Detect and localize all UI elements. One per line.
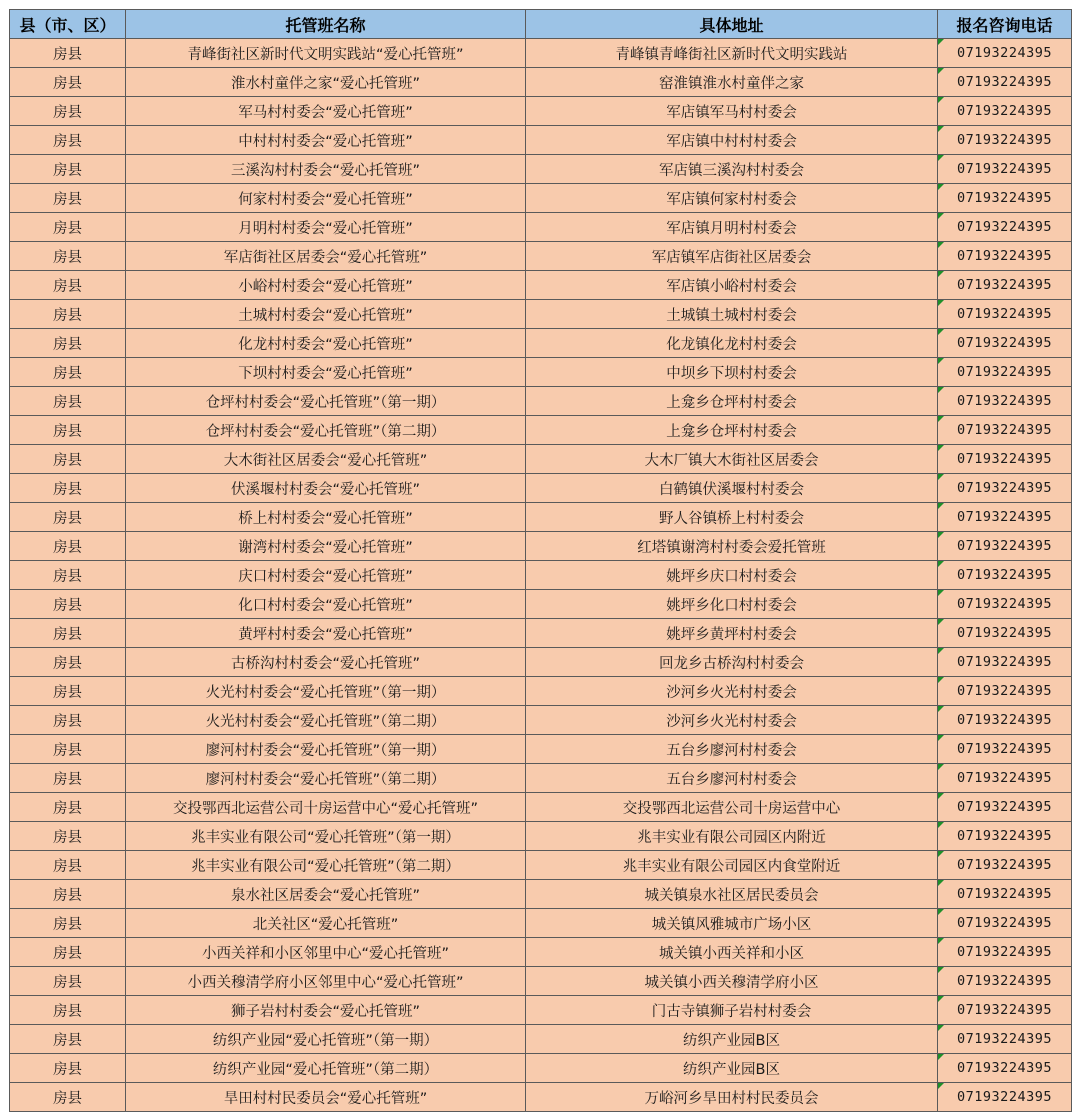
cell-address[interactable]: 红塔镇谢湾村村委会爱托管班: [526, 532, 938, 561]
comment-indicator-icon: [938, 358, 944, 364]
cell-phone[interactable]: [938, 503, 1072, 532]
cell-address[interactable]: 军店镇何家村村委会: [526, 184, 938, 213]
table-row: [10, 793, 1072, 822]
cell-name[interactable]: 狮子岩村村委会“爱心托管班”: [126, 996, 526, 1025]
table-row: [10, 387, 1072, 416]
cell-county[interactable]: 房县: [10, 996, 126, 1025]
cell-county[interactable]: 房县: [10, 851, 126, 880]
comment-indicator-icon: [938, 1025, 944, 1031]
table-row: [10, 822, 1072, 851]
comment-indicator-icon: [938, 474, 944, 480]
cell-name[interactable]: 泉水社区居委会“爱心托管班”: [126, 880, 526, 909]
comment-indicator-icon: [938, 387, 944, 393]
table-row: [10, 358, 1072, 387]
table-row: [10, 1083, 1072, 1112]
cell-county[interactable]: 房县: [10, 619, 126, 648]
cell-phone[interactable]: [938, 532, 1072, 561]
cell-address[interactable]: 纺织产业园B区: [526, 1054, 938, 1083]
phone-text: 07193224395: [957, 654, 1052, 670]
table-row: [10, 213, 1072, 242]
cell-phone[interactable]: [938, 648, 1072, 677]
phone-text: 07193224395: [957, 364, 1052, 380]
cell-phone[interactable]: [938, 242, 1072, 271]
table-row: [10, 126, 1072, 155]
cell-county[interactable]: 房县: [10, 822, 126, 851]
cell-phone[interactable]: [938, 851, 1072, 880]
table-row: [10, 561, 1072, 590]
cell-phone[interactable]: [938, 387, 1072, 416]
cell-address[interactable]: 城关镇小西关穆清学府小区: [526, 967, 938, 996]
comment-indicator-icon: [938, 39, 944, 45]
cell-phone[interactable]: [938, 300, 1072, 329]
phone-text: 07193224395: [957, 1089, 1052, 1105]
cell-county[interactable]: 房县: [10, 677, 126, 706]
cell-county[interactable]: 房县: [10, 532, 126, 561]
cell-address[interactable]: 军店镇军马村村委会: [526, 97, 938, 126]
table-row: [10, 155, 1072, 184]
spreadsheet: [9, 9, 1071, 1112]
table-row: [10, 445, 1072, 474]
table-row: [10, 271, 1072, 300]
cell-address[interactable]: 土城镇土城村村委会: [526, 300, 938, 329]
phone-text: 07193224395: [957, 683, 1052, 699]
cell-county[interactable]: 房县: [10, 329, 126, 358]
cell-name[interactable]: 月明村村委会“爱心托管班”: [126, 213, 526, 242]
cell-county[interactable]: 房县: [10, 735, 126, 764]
cell-county[interactable]: 房县: [10, 938, 126, 967]
phone-text: 07193224395: [957, 915, 1052, 931]
phone-text: 07193224395: [957, 712, 1052, 728]
cell-name[interactable]: 淮水村童伴之家“爱心托管班”: [126, 68, 526, 97]
phone-text: 07193224395: [957, 422, 1052, 438]
cell-address[interactable]: 姚坪乡化口村村委会: [526, 590, 938, 619]
comment-indicator-icon: [938, 532, 944, 538]
phone-text: 07193224395: [957, 509, 1052, 525]
cell-address[interactable]: 窑淮镇淮水村童伴之家: [526, 68, 938, 97]
cell-name[interactable]: 军马村村委会“爱心托管班”: [126, 97, 526, 126]
cell-address[interactable]: 军店镇小峪村村委会: [526, 271, 938, 300]
cell-phone[interactable]: [938, 880, 1072, 909]
cell-county[interactable]: 房县: [10, 590, 126, 619]
cell-phone[interactable]: [938, 822, 1072, 851]
comment-indicator-icon: [938, 1054, 944, 1060]
cell-phone[interactable]: [938, 1025, 1072, 1054]
cell-address[interactable]: 门古寺镇狮子岩村村委会: [526, 996, 938, 1025]
comment-indicator-icon: [938, 271, 944, 277]
cell-county[interactable]: 房县: [10, 184, 126, 213]
phone-text: 07193224395: [957, 538, 1052, 554]
cell-phone[interactable]: [938, 793, 1072, 822]
cell-address[interactable]: 军店镇中村村村委会: [526, 126, 938, 155]
phone-text: 07193224395: [957, 480, 1052, 496]
cell-county[interactable]: 房县: [10, 358, 126, 387]
cell-address[interactable]: 青峰镇青峰街社区新时代文明实践站: [526, 39, 938, 68]
cell-county[interactable]: 房县: [10, 764, 126, 793]
cell-name[interactable]: 伏溪堰村村委会“爱心托管班”: [126, 474, 526, 503]
cell-name[interactable]: 火光村村委会“爱心托管班”（第一期）: [126, 677, 526, 706]
comment-indicator-icon: [938, 938, 944, 944]
table-row: [10, 503, 1072, 532]
table-row: [10, 648, 1072, 677]
comment-indicator-icon: [938, 822, 944, 828]
comment-indicator-icon: [938, 561, 944, 567]
cell-address[interactable]: 交投鄂西北运营公司十房运营中心: [526, 793, 938, 822]
cell-phone[interactable]: [938, 764, 1072, 793]
cell-name[interactable]: 北关社区“爱心托管班”: [126, 909, 526, 938]
cell-address[interactable]: 军店镇三溪沟村村委会: [526, 155, 938, 184]
cell-phone[interactable]: [938, 561, 1072, 590]
comment-indicator-icon: [938, 648, 944, 654]
cell-address[interactable]: 沙河乡火光村村委会: [526, 677, 938, 706]
cell-address[interactable]: 大木厂镇大木街社区居委会: [526, 445, 938, 474]
cell-phone[interactable]: [938, 184, 1072, 213]
cell-phone[interactable]: [938, 97, 1072, 126]
phone-text: 07193224395: [957, 393, 1052, 409]
cell-name[interactable]: 谢湾村村委会“爱心托管班”: [126, 532, 526, 561]
cell-address[interactable]: 城关镇风雅城市广场小区: [526, 909, 938, 938]
cell-county[interactable]: 房县: [10, 909, 126, 938]
table-row: [10, 706, 1072, 735]
table-row: [10, 1025, 1072, 1054]
cell-phone[interactable]: [938, 68, 1072, 97]
header-address[interactable]: 具体地址: [526, 10, 938, 39]
cell-address[interactable]: 五台乡廖河村村委会: [526, 735, 938, 764]
childcare-class-table: [9, 9, 1072, 1112]
cell-address[interactable]: 上龛乡仓坪村村委会: [526, 416, 938, 445]
cell-address[interactable]: 城关镇泉水社区居民委员会: [526, 880, 938, 909]
cell-address[interactable]: 白鹤镇伏溪堰村村委会: [526, 474, 938, 503]
cell-county[interactable]: 房县: [10, 967, 126, 996]
phone-text: 07193224395: [957, 74, 1052, 90]
cell-name[interactable]: 桥上村村委会“爱心托管班”: [126, 503, 526, 532]
cell-address[interactable]: 城关镇小西关祥和小区: [526, 938, 938, 967]
table-row: [10, 416, 1072, 445]
cell-county[interactable]: 房县: [10, 1083, 126, 1112]
header-row: [10, 10, 1072, 39]
cell-address[interactable]: 姚坪乡庆口村村委会: [526, 561, 938, 590]
cell-county[interactable]: 房县: [10, 97, 126, 126]
comment-indicator-icon: [938, 68, 944, 74]
cell-county[interactable]: 房县: [10, 503, 126, 532]
comment-indicator-icon: [938, 503, 944, 509]
phone-text: 07193224395: [957, 132, 1052, 148]
cell-name[interactable]: 仓坪村村委会“爱心托管班”（第一期）: [126, 387, 526, 416]
phone-text: 07193224395: [957, 567, 1052, 583]
cell-name[interactable]: 纺织产业园“爱心托管班”（第二期）: [126, 1054, 526, 1083]
cell-phone[interactable]: [938, 474, 1072, 503]
cell-county[interactable]: 房县: [10, 880, 126, 909]
cell-county[interactable]: 房县: [10, 271, 126, 300]
cell-phone[interactable]: [938, 590, 1072, 619]
comment-indicator-icon: [938, 1083, 944, 1089]
phone-text: 07193224395: [957, 973, 1052, 989]
phone-text: 07193224395: [957, 277, 1052, 293]
comment-indicator-icon: [938, 996, 944, 1002]
table-row: [10, 909, 1072, 938]
phone-text: 07193224395: [957, 45, 1052, 61]
table-row: [10, 242, 1072, 271]
comment-indicator-icon: [938, 706, 944, 712]
cell-name[interactable]: 廖河村村委会“爱心托管班”（第二期）: [126, 764, 526, 793]
cell-name[interactable]: 下坝村村委会“爱心托管班”: [126, 358, 526, 387]
table-row: [10, 851, 1072, 880]
cell-name[interactable]: 兆丰实业有限公司“爱心托管班”（第二期）: [126, 851, 526, 880]
cell-county[interactable]: 房县: [10, 445, 126, 474]
phone-text: 07193224395: [957, 1002, 1052, 1018]
phone-text: 07193224395: [957, 306, 1052, 322]
cell-phone[interactable]: [938, 329, 1072, 358]
cell-name[interactable]: 土城村村委会“爱心托管班”: [126, 300, 526, 329]
cell-county[interactable]: 房县: [10, 416, 126, 445]
phone-text: 07193224395: [957, 451, 1052, 467]
cell-phone[interactable]: [938, 271, 1072, 300]
cell-phone[interactable]: [938, 706, 1072, 735]
table-row: [10, 938, 1072, 967]
cell-name[interactable]: 军店街社区居委会“爱心托管班”: [126, 242, 526, 271]
table-row: [10, 619, 1072, 648]
cell-name[interactable]: 大木街社区居委会“爱心托管班”: [126, 445, 526, 474]
table-row: [10, 300, 1072, 329]
comment-indicator-icon: [938, 242, 944, 248]
comment-indicator-icon: [938, 909, 944, 915]
phone-text: 07193224395: [957, 1031, 1052, 1047]
cell-name[interactable]: 纺织产业园“爱心托管班”（第一期）: [126, 1025, 526, 1054]
comment-indicator-icon: [938, 793, 944, 799]
phone-text: 07193224395: [957, 161, 1052, 177]
cell-name[interactable]: 交投鄂西北运营公司十房运营中心“爱心托管班”: [126, 793, 526, 822]
table-row: [10, 677, 1072, 706]
cell-county[interactable]: 房县: [10, 561, 126, 590]
cell-name[interactable]: 庆口村村委会“爱心托管班”: [126, 561, 526, 590]
cell-address[interactable]: 军店镇月明村村委会: [526, 213, 938, 242]
cell-county[interactable]: 房县: [10, 126, 126, 155]
cell-name[interactable]: 廖河村村委会“爱心托管班”（第一期）: [126, 735, 526, 764]
phone-text: 07193224395: [957, 886, 1052, 902]
cell-address[interactable]: 兆丰实业有限公司园区内食堂附近: [526, 851, 938, 880]
table-row: [10, 532, 1072, 561]
cell-county[interactable]: 房县: [10, 242, 126, 271]
cell-name[interactable]: 小西关祥和小区邻里中心“爱心托管班”: [126, 938, 526, 967]
cell-name[interactable]: 古桥沟村村委会“爱心托管班”: [126, 648, 526, 677]
cell-address[interactable]: 上龛乡仓坪村村委会: [526, 387, 938, 416]
table-row: [10, 1054, 1072, 1083]
cell-name[interactable]: 三溪沟村村委会“爱心托管班”: [126, 155, 526, 184]
cell-county[interactable]: 房县: [10, 155, 126, 184]
cell-phone[interactable]: [938, 39, 1072, 68]
comment-indicator-icon: [938, 590, 944, 596]
phone-text: 07193224395: [957, 1060, 1052, 1076]
phone-text: 07193224395: [957, 741, 1052, 757]
phone-text: 07193224395: [957, 828, 1052, 844]
phone-text: 07193224395: [957, 335, 1052, 351]
cell-county[interactable]: 房县: [10, 213, 126, 242]
cell-phone[interactable]: [938, 619, 1072, 648]
cell-address[interactable]: 兆丰实业有限公司园区内附近: [526, 822, 938, 851]
table-row: [10, 735, 1072, 764]
comment-indicator-icon: [938, 880, 944, 886]
cell-phone[interactable]: [938, 155, 1072, 184]
table-row: [10, 880, 1072, 909]
cell-name[interactable]: 旱田村村民委员会“爱心托管班”: [126, 1083, 526, 1112]
cell-address[interactable]: 中坝乡下坝村村委会: [526, 358, 938, 387]
cell-county[interactable]: 房县: [10, 387, 126, 416]
cell-phone[interactable]: [938, 358, 1072, 387]
cell-county[interactable]: 房县: [10, 1025, 126, 1054]
comment-indicator-icon: [938, 967, 944, 973]
cell-phone[interactable]: [938, 1054, 1072, 1083]
cell-name[interactable]: 化龙村村委会“爱心托管班”: [126, 329, 526, 358]
cell-name[interactable]: 仓坪村村委会“爱心托管班”（第二期）: [126, 416, 526, 445]
comment-indicator-icon: [938, 155, 944, 161]
cell-name[interactable]: 何家村村委会“爱心托管班”: [126, 184, 526, 213]
comment-indicator-icon: [938, 764, 944, 770]
cell-phone[interactable]: [938, 735, 1072, 764]
table-row: [10, 39, 1072, 68]
table-row: [10, 996, 1072, 1025]
comment-indicator-icon: [938, 184, 944, 190]
comment-indicator-icon: [938, 300, 944, 306]
cell-phone[interactable]: [938, 126, 1072, 155]
cell-phone[interactable]: [938, 909, 1072, 938]
cell-phone[interactable]: [938, 213, 1072, 242]
table-row: [10, 474, 1072, 503]
phone-text: 07193224395: [957, 190, 1052, 206]
cell-name[interactable]: 小峪村村委会“爱心托管班”: [126, 271, 526, 300]
cell-address[interactable]: 沙河乡火光村村委会: [526, 706, 938, 735]
table-row: [10, 590, 1072, 619]
cell-address[interactable]: 姚坪乡黄坪村村委会: [526, 619, 938, 648]
cell-name[interactable]: 化口村村委会“爱心托管班”: [126, 590, 526, 619]
cell-phone[interactable]: [938, 996, 1072, 1025]
cell-name[interactable]: 青峰街社区新时代文明实践站“爱心托管班”: [126, 39, 526, 68]
phone-text: 07193224395: [957, 857, 1052, 873]
table-row: [10, 68, 1072, 97]
table-body: [10, 39, 1072, 1112]
cell-county[interactable]: 房县: [10, 648, 126, 677]
phone-text: 07193224395: [957, 625, 1052, 641]
cell-address[interactable]: 万峪河乡旱田村村民委员会: [526, 1083, 938, 1112]
comment-indicator-icon: [938, 677, 944, 683]
comment-indicator-icon: [938, 126, 944, 132]
comment-indicator-icon: [938, 213, 944, 219]
cell-address[interactable]: 化龙镇化龙村村委会: [526, 329, 938, 358]
comment-indicator-icon: [938, 97, 944, 103]
cell-county[interactable]: 房县: [10, 474, 126, 503]
comment-indicator-icon: [938, 619, 944, 625]
table-row: [10, 184, 1072, 213]
cell-county[interactable]: 房县: [10, 793, 126, 822]
cell-phone[interactable]: [938, 938, 1072, 967]
cell-phone[interactable]: [938, 677, 1072, 706]
cell-address[interactable]: 军店镇军店街社区居委会: [526, 242, 938, 271]
cell-address[interactable]: 纺织产业园B区: [526, 1025, 938, 1054]
comment-indicator-icon: [938, 851, 944, 857]
comment-indicator-icon: [938, 445, 944, 451]
cell-county[interactable]: 房县: [10, 300, 126, 329]
phone-text: 07193224395: [957, 103, 1052, 119]
cell-county[interactable]: 房县: [10, 39, 126, 68]
table-row: [10, 329, 1072, 358]
cell-county[interactable]: 房县: [10, 706, 126, 735]
phone-text: 07193224395: [957, 219, 1052, 235]
table-row: [10, 97, 1072, 126]
phone-text: 07193224395: [957, 799, 1052, 815]
phone-text: 07193224395: [957, 944, 1052, 960]
comment-indicator-icon: [938, 735, 944, 741]
phone-text: 07193224395: [957, 248, 1052, 264]
cell-phone[interactable]: [938, 445, 1072, 474]
cell-name[interactable]: 黄坪村村委会“爱心托管班”: [126, 619, 526, 648]
comment-indicator-icon: [938, 329, 944, 335]
cell-phone[interactable]: [938, 1083, 1072, 1112]
cell-county[interactable]: 房县: [10, 68, 126, 97]
cell-address[interactable]: 五台乡廖河村村委会: [526, 764, 938, 793]
comment-indicator-icon: [938, 416, 944, 422]
phone-text: 07193224395: [957, 770, 1052, 786]
table-row: [10, 764, 1072, 793]
cell-name[interactable]: 火光村村委会“爱心托管班”（第二期）: [126, 706, 526, 735]
phone-text: 07193224395: [957, 596, 1052, 612]
header-phone[interactable]: 报名咨询电话: [938, 10, 1072, 39]
table-row: [10, 967, 1072, 996]
header-name[interactable]: 托管班名称: [126, 10, 526, 39]
header-county[interactable]: 县（市、区）: [10, 10, 126, 39]
cell-name[interactable]: 小西关穆清学府小区邻里中心“爱心托管班”: [126, 967, 526, 996]
cell-name[interactable]: 兆丰实业有限公司“爱心托管班”（第一期）: [126, 822, 526, 851]
cell-address[interactable]: 回龙乡古桥沟村村委会: [526, 648, 938, 677]
cell-name[interactable]: 中村村村委会“爱心托管班”: [126, 126, 526, 155]
cell-county[interactable]: 房县: [10, 1054, 126, 1083]
cell-phone[interactable]: [938, 416, 1072, 445]
cell-address[interactable]: 野人谷镇桥上村村委会: [526, 503, 938, 532]
cell-phone[interactable]: [938, 967, 1072, 996]
